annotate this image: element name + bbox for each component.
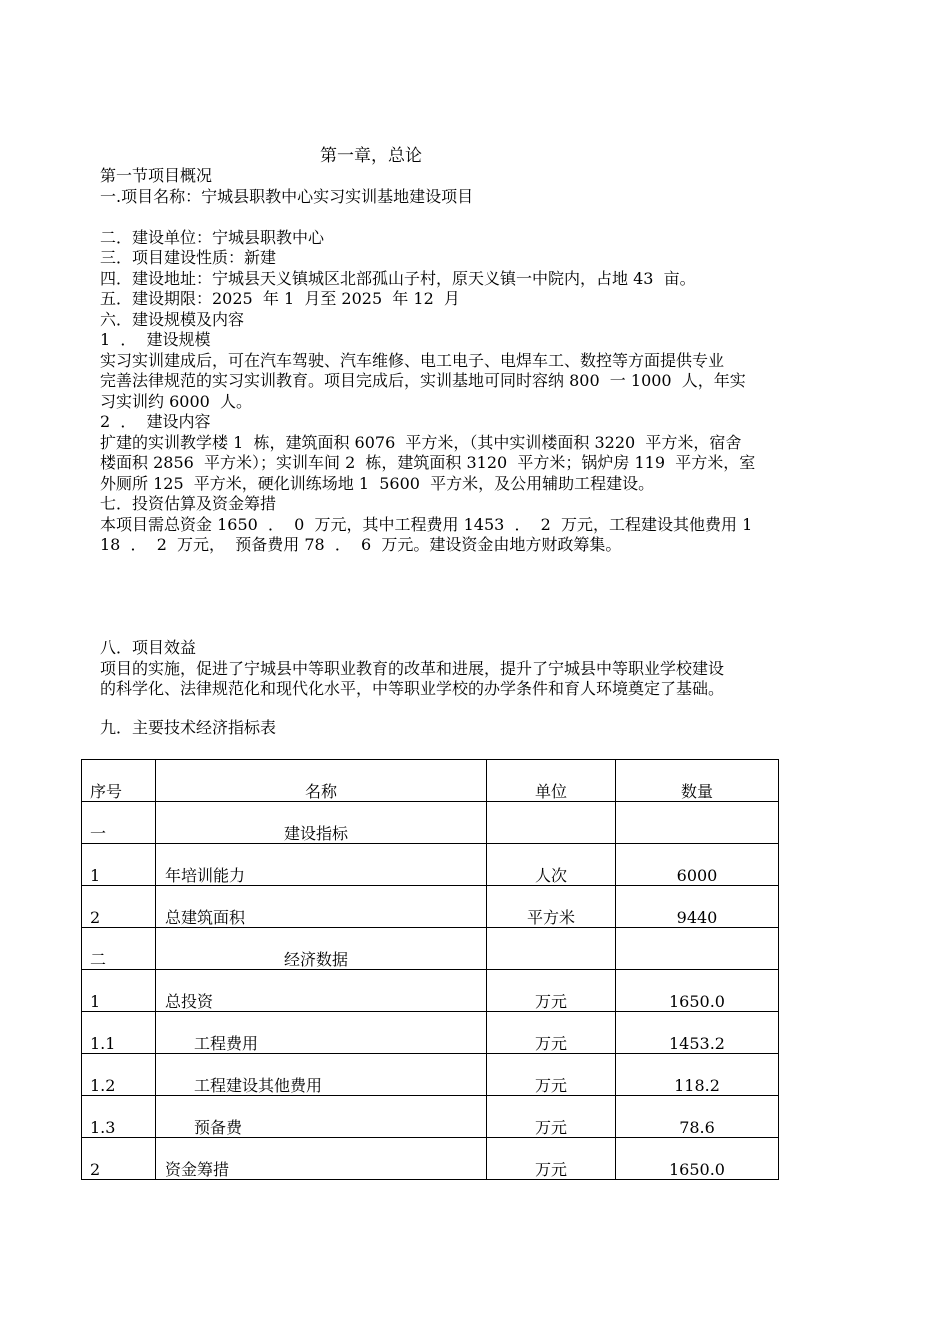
header-cell-qty: 数量 <box>616 760 779 802</box>
text-line: 楼面积 2856 平方米）；实训车间 2 栋，建筑面积 3120 平方米；锅炉房 119 平方米，室 <box>100 453 756 472</box>
text-line: 的科学化、法律规范化和现代化水平，中等职业学校的办学条件和育人环境奠定了基础。 <box>100 679 725 698</box>
header-cell-no: 序号 <box>82 760 156 802</box>
row-name-cell: 总投资 <box>156 970 487 1012</box>
row-name-cell: 预备费 <box>156 1096 487 1138</box>
chapter-title: 第一章，总论 <box>320 146 422 166</box>
row-qty-cell: 1453.2 <box>616 1012 779 1054</box>
row-no-cell: 1.3 <box>82 1096 156 1138</box>
text-line <box>100 207 860 228</box>
table-row <box>82 1138 779 1180</box>
text-line: 外厕所 125 平方米，硬化训练场地 1 5600 平方米，及公用辅助工程建设。 <box>100 473 655 493</box>
row-no-cell: 2 <box>82 886 156 928</box>
row-name-cell: 年培训能力 <box>156 844 487 886</box>
row-unit-cell: 万元 <box>487 1138 616 1180</box>
header-cell-name: 名称 <box>156 760 487 802</box>
row-qty-cell: 1650.0 <box>616 970 779 1012</box>
row-no-cell: 1.1 <box>82 1012 156 1054</box>
row-no-cell: 二 <box>82 928 156 970</box>
table-row <box>82 886 779 928</box>
table-row <box>82 844 779 886</box>
table-title: 九．主要技术经济指标表 <box>100 718 277 737</box>
row-unit-cell: 万元 <box>487 1096 616 1138</box>
row-no-cell: 一 <box>82 802 156 844</box>
table-row <box>82 1054 779 1096</box>
row-qty-cell: 9440 <box>616 886 779 928</box>
table-header-row <box>82 760 779 802</box>
indicator-table <box>81 759 779 1180</box>
row-name-cell: 建设指标 <box>156 802 487 844</box>
row-unit-cell: 万元 <box>487 1012 616 1054</box>
row-unit-cell <box>487 802 616 844</box>
table-row <box>82 1012 779 1054</box>
text-line: 二．建设单位：宁城县职教中心 <box>100 227 325 247</box>
text-line: 一.项目名称：宁城县职教中心实习实训基地建设项目 <box>100 186 474 206</box>
text-line: 18 ． 2 万元， 预备费用 78 ． 6 万元。建设资金由地方财政筹集。 <box>100 535 622 554</box>
row-qty-cell <box>616 802 779 844</box>
row-unit-cell <box>487 928 616 970</box>
row-no-cell: 1 <box>82 970 156 1012</box>
row-qty-cell: 78.6 <box>616 1096 779 1138</box>
row-name-cell: 总建筑面积 <box>156 886 487 928</box>
text-line: 第一节项目概况 <box>100 166 213 185</box>
text-line: 2 ． 建设内容 <box>100 412 211 431</box>
overview-section <box>100 166 860 556</box>
text-line: 扩建的实训教学楼 1 栋，建筑面积 6076 平方米，（其中实训楼面积 3220 平方米，宿舍 <box>100 432 742 452</box>
row-no-cell: 1 <box>82 844 156 886</box>
row-name-cell: 工程建设其他费用 <box>156 1054 487 1096</box>
row-unit-cell: 万元 <box>487 970 616 1012</box>
row-qty-cell: 1650.0 <box>616 1138 779 1180</box>
text-line: 本项目需总资金 1650 ． 0 万元，其中工程费用 1453 ． 2 万元，工程建设其他费用 1 <box>100 514 753 534</box>
row-no-cell: 1.2 <box>82 1054 156 1096</box>
table-row <box>82 928 779 970</box>
table-row <box>82 970 779 1012</box>
row-name-cell: 工程费用 <box>156 1012 487 1054</box>
table-row <box>82 802 779 844</box>
text-line: 1 ． 建设规模 <box>100 330 211 349</box>
benefit-section <box>100 638 860 700</box>
benefit-heading: 八．项目效益 <box>100 638 197 657</box>
text-line: 习实训约 6000 人。 <box>100 391 252 411</box>
row-unit-cell: 平方米 <box>487 886 616 928</box>
table-row <box>82 1096 779 1138</box>
text-line: 完善法律规范的实习实训教育。项目完成后，实训基地可同时容纳 800 一 1000 人，年实 <box>100 371 746 390</box>
row-no-cell: 2 <box>82 1138 156 1180</box>
text-line: 四．建设地址：宁城县天义镇城区北部孤山子村，原天义镇一中院内，占地 43 亩。 <box>100 268 696 288</box>
row-unit-cell: 万元 <box>487 1054 616 1096</box>
text-line: 六．建设规模及内容 <box>100 309 245 329</box>
text-line: 七．投资估算及资金筹措 <box>100 494 277 513</box>
row-qty-cell <box>616 928 779 970</box>
row-qty-cell: 118.2 <box>616 1054 779 1096</box>
text-line: 项目的实施，促进了宁城县中等职业教育的改革和进展，提升了宁城县中等职业学校建设 <box>100 658 725 678</box>
header-cell-unit: 单位 <box>487 760 616 802</box>
row-qty-cell: 6000 <box>616 844 779 886</box>
row-name-cell: 经济数据 <box>156 928 487 970</box>
text-line: 五．建设期限：2025 年 1 月至 2025 年 12 月 <box>100 289 460 308</box>
text-line: 实习实训建成后，可在汽车驾驶、汽车维修、电工电子、电焊车工、数控等方面提供专业 <box>100 350 725 370</box>
text-line: 三．项目建设性质：新建 <box>100 248 277 267</box>
row-unit-cell: 人次 <box>487 844 616 886</box>
row-name-cell: 资金筹措 <box>156 1138 487 1180</box>
